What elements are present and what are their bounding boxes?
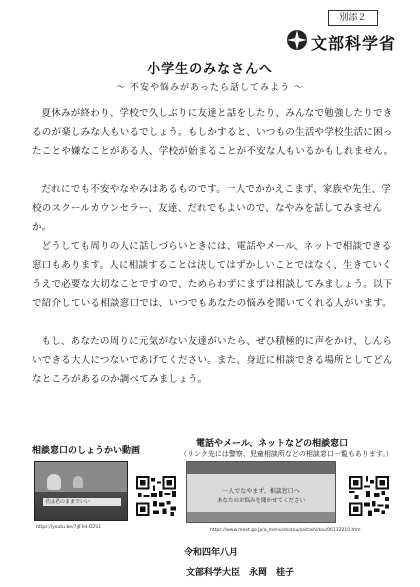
- issue-date: 令和四年八月: [184, 548, 239, 558]
- page-title: 小学生のみなさんへ: [147, 62, 273, 77]
- consult-section-label: 電話やメール、ネットなどの相談窓口: [196, 439, 349, 449]
- consult-banner[interactable]: [186, 461, 336, 523]
- banner-top-band: [187, 462, 335, 474]
- ministry-logo-icon: [286, 29, 308, 55]
- attachment-label: 別添２: [328, 10, 378, 26]
- video-qr-code-icon[interactable]: [136, 476, 176, 516]
- page-subtitle: ～ 不安や悩みがあったら話してみよう ～: [116, 83, 304, 93]
- minister-signature: 文部科学大臣 永岡 桂子: [186, 568, 295, 578]
- paragraph-2: だれにでも不安やなやみはあるものです。一人でかかえこまず、家族や先生、学校のスクールカウンセラー、友達、だれでもよいので、なやみを話してみませんか。: [32, 184, 391, 233]
- banner-subline: あなたのお悩みを聞かせてください: [216, 498, 305, 504]
- video-url[interactable]: https://youtu.be/7iJFhd-D2S1: [36, 525, 101, 530]
- paragraph-1: 夏休みが終わり、学校で久しぶりに友達と話をしたり、みんなで勉強したりできるのが楽しみな人もいるでしょう。もしかすると、いつもの生活や学校生活に困ったことや嫌なことがある人、学校が始まることが不安な人もいるかもしれません。: [32, 108, 394, 157]
- video-section-label: 相談窓口のしょうかい動画: [32, 446, 141, 456]
- video-thumbnail[interactable]: [34, 461, 128, 521]
- consult-section-note: （リンク先には警察、児童相談所などの相談窓口一覧もあります。）: [180, 450, 393, 458]
- video-caption: 君は君のままでいい: [43, 498, 121, 506]
- consult-qr-code-icon[interactable]: [349, 476, 389, 516]
- consult-url[interactable]: https://www.mext.go.jp/a_menu/shotou/seitoshidou/06112210.htm: [210, 528, 361, 533]
- letter-body: [32, 104, 400, 389]
- paragraph-3: どうしても周りの人に話しづらいときには、電話やメール、ネットで相談できる窓口もあります。人に相談することは決してはずかしいことではなく、生きていくうえで必要な大切なことですので、ためらわずにまずは相談してみましょう。以下で紹介している相談窓口では、いつでもあなたの悩みを聞いてくれる人がいます。: [32, 241, 393, 309]
- ministry-name: 文部科学省: [311, 33, 397, 53]
- paragraph-4: もし、あなたの周りに元気がない友達がいたら、ぜひ積極的に声をかけ、しんらいできる大人につないであげてください。また、身近に相談できる場所としてどんなところがあるのか調べてみましょう。: [32, 336, 393, 385]
- thumbnail-figure-icon: [47, 474, 61, 490]
- banner-headline: 一人でなやまず、相談窓口へ: [222, 488, 300, 495]
- banner-bottom-band: [187, 512, 335, 522]
- ministry-header: [286, 29, 396, 55]
- thumbnail-figure-icon: [73, 476, 83, 488]
